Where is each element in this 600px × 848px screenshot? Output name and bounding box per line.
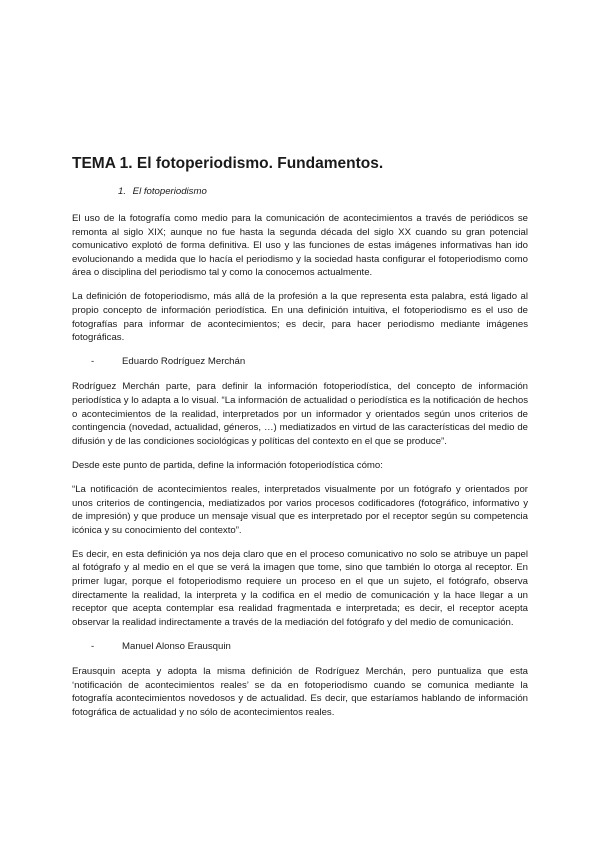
paragraph: Rodríguez Merchán parte, para definir la información fotoperiodística, del concepto de información periodística y lo adapta a lo visual. “La información de actualidad o periodística es la notificación de hechos o acontecimientos de la realidad, interpretados por un informador y orientados según unos criterios de contingencia (novedad, actualidad, géneros, …) mediatizados en virtud de las características del medio de difusión y de las condiciones sociológicas y políticas del contexto en el que se produce”. bbox=[72, 381, 528, 447]
section-title: El fotoperiodismo bbox=[132, 186, 207, 197]
bullet-item bbox=[91, 355, 528, 369]
bullet-item bbox=[91, 640, 528, 654]
paragraph: Es decir, en esta definición ya nos deja claro que en el proceso comunicativo no solo se atribuye un papel al fotógrafo y al medio en el que se verá la imagen que tome, sino que también lo otorga al receptor. En primer lugar, porque el fotoperiodismo requiere un proceso en el que un sujeto, el fotógrafo, observa directamente la realidad, la interpreta y la codifica en el medio de comunicación y la hace llegar a un receptor que acepta contemplar esa realidad fragmentada e interpretada; es decir, el receptor acepta observar la realidad indirectamente a través de la mediación del fotógrafo y del medio de comunicación. bbox=[72, 548, 528, 628]
bullet-label: Eduardo Rodríguez Merchán bbox=[122, 356, 246, 368]
paragraph: La definición de fotoperiodismo, más allá de la profesión a la que representa esta palabra, está ligado al propio concepto de información periodística. En una definición intuitiva, el fotoperiodismo es el uso de fotografías para informar de acontecimientos; es decir, para hacer periodismo mediante imágenes fotográficas. bbox=[72, 291, 528, 344]
paragraph: Desde este punto de partida, define la información fotoperiodística cómo: bbox=[72, 459, 383, 471]
bullet-dash: - bbox=[91, 640, 95, 652]
paragraph: El uso de la fotografía como medio para la comunicación de acontecimientos a través de periódicos se remonta al siglo XIX; aunque no fue hasta la segunda década del siglo XX cuando su gran potencial comunicativo explotó de forma definitiva. El uso y las funciones de estas imágenes informativas han ido evolucionando a medida que lo hacía el periodismo y la sociedad hasta configurar el fotoperiodismo como área o disciplina del periodismo tal y como la conocemos actualmente. bbox=[72, 213, 528, 279]
quote-paragraph: “La notificación de acontecimientos reales, interpretados visualmente por un fotógrafo y orientados por unos criterios de contingencia, mediatizados por varios procesos codificadores (fotográfico, informativo y de impresión) y que produce un mensaje visual que es interpretado por el receptor según su competencia icónica y su conocimiento del contexto”. bbox=[72, 484, 528, 536]
section-heading bbox=[118, 186, 528, 197]
document-title: TEMA 1. El fotoperiodismo. Fundamentos. bbox=[72, 155, 384, 172]
paragraph: Erausquin acepta y adopta la misma definición de Rodríguez Merchán, pero puntualiza que esta ‘notificación de acontecimientos reales’ se da en fotoperiodismo cuando se comunica mediante la fotografía acontecimientos novedosos y de actualidad. Es decir, que estaríamos hablando de información fotográfica de actualidad y no sólo de acontecimientos reales. bbox=[72, 666, 528, 718]
bullet-dash: - bbox=[91, 356, 95, 368]
bullet-label: Manuel Alonso Erausquin bbox=[122, 640, 231, 652]
section-number: 1. bbox=[118, 186, 127, 197]
